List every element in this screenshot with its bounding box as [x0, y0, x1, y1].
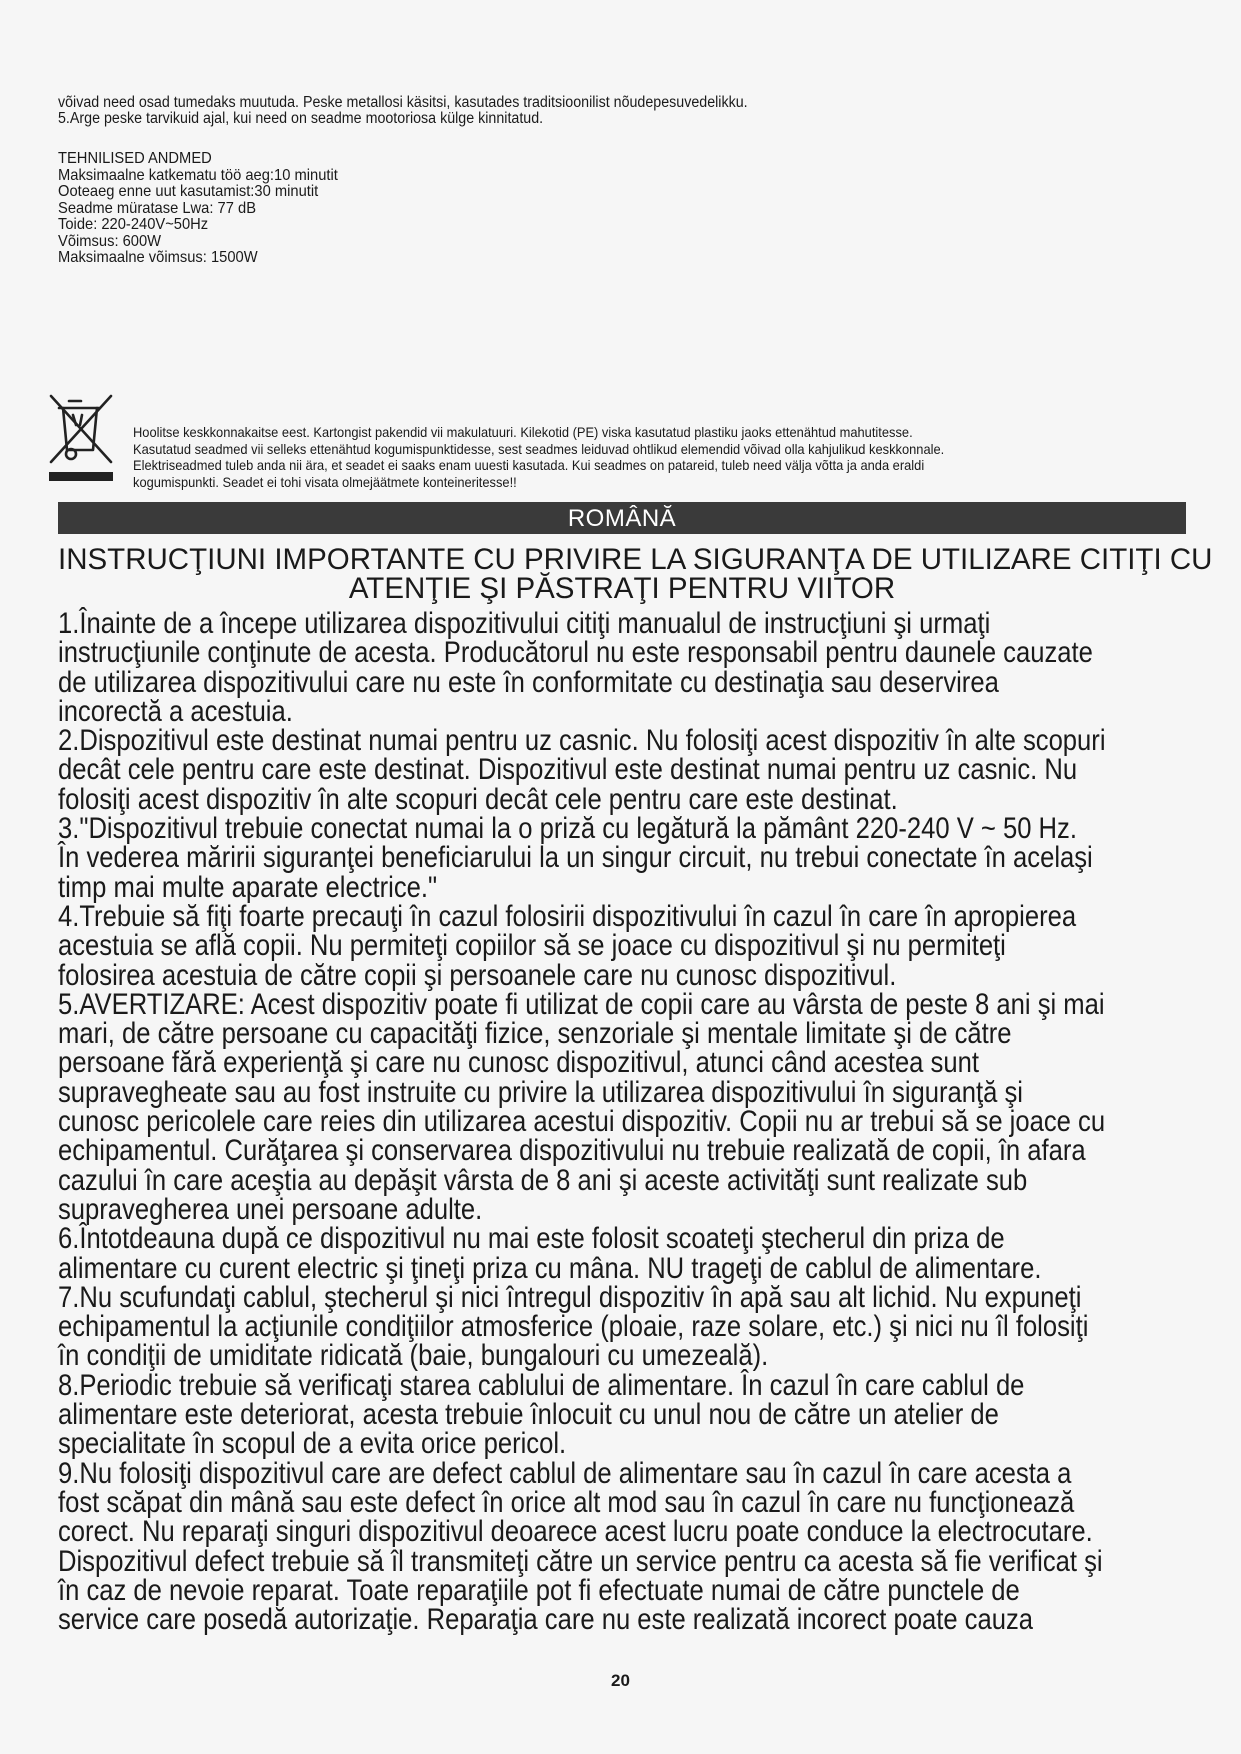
body-text-line: de utilizarea dispozitivului care nu este în conformitate cu destinaţia sau deservirea	[58, 665, 999, 699]
body-text-line: 4.Trebuie să fiţi foarte precauţi în cazul folosirii dispozitivului în cazul în care în apropierea	[58, 899, 1077, 933]
technical-data-title: TEHNILISED ANDMED	[58, 150, 212, 167]
spec-line: Võimsus: 600W	[58, 232, 162, 250]
body-text-line: alimentare cu curent electric şi ţineţi priza cu mâna. NU trageţi de cablul de alimentare.	[58, 1251, 1042, 1285]
spec-line: Seadme müratase Lwa: 77 dB	[58, 199, 257, 217]
environment-notice	[133, 424, 1099, 490]
body-text-line: supravegheate sau au fost instruite cu privire la utilizarea dispozitivului în siguranţă şi	[58, 1075, 1024, 1109]
body-text-line: fost scăpat din mână sau este defect în orice alt mod sau în cazul în care nu funcţionează	[58, 1485, 1075, 1519]
body-text-line: folosirea acestuia de către copii şi persoanele care nu cunosc dispozitivul.	[58, 958, 897, 992]
body-text-line: 5.AVERTIZARE: Acest dispozitiv poate fi utilizat de copii care au vârsta de peste 8 ani şi mai	[58, 987, 1105, 1021]
text-line: Elektriseadmed tuleb anda nii ära, et seadet ei saaks enam uuesti kasutada. Kui seadmes on patareid, tuleb need välja võtta ja anda eraldi	[133, 457, 925, 473]
text-line: Kasutatud seadmed vii selleks ettenähtud kogumispunktidesse, sest seadmes leiduvad ohtlikud elemendid võivad olla kahjulikud keskkonnale.	[133, 440, 945, 457]
body-text-line: acestuia se află copii. Nu permiteţi copiilor să se joace cu dispozitivul şi nu permiteţi	[58, 929, 1006, 963]
body-text-line: timp mai multe aparate electrice."	[58, 870, 438, 904]
body-text-line: 8.Periodic trebuie să verificaţi starea cablului de alimentare. În cazul în care cablul de	[58, 1368, 1025, 1402]
body-text-line: 9.Nu folosiţi dispozitivul care are defect cablul de alimentare sau în cazul în care acesta a	[58, 1456, 1072, 1490]
body-text-line: în condiţii de umiditate ridicată (baie, bungalouri cu umezeală).	[58, 1339, 769, 1373]
body-text-line: persoane fără experienţă şi care nu cunosc dispozitivul, atunci când acestea sunt	[58, 1046, 979, 1080]
technical-data-section	[58, 151, 518, 267]
estonian-intro-text	[58, 95, 1098, 127]
body-text-line: service care posedă autorizaţie. Reparaţia care nu este realizată incorect poate cauza	[58, 1603, 1034, 1637]
body-text-line: echipamentul la acţiunile condiţiilor atmosferice (ploaie, raze solare, etc.) şi nici nu îl folosiţi	[58, 1310, 1089, 1344]
body-text-line: Dispozitivul defect trebuie să îl transmiteţi către un service pentru ca acesta să fie verificat şi	[58, 1544, 1103, 1578]
body-text-line: 2.Dispozitivul este destinat numai pentru uz casnic. Nu folosiţi acest dispozitiv în alte scopuri	[58, 724, 1106, 758]
body-text-line: specialitate în scopul de a evita orice pericol.	[58, 1427, 567, 1461]
page-number: 20	[611, 1671, 630, 1690]
language-section-header: ROMÂNĂ	[58, 502, 1186, 534]
body-text-line: 6.Întotdeauna după ce dispozitivul nu mai este folosit scoateţi ştecherul din priza de	[58, 1222, 1005, 1256]
spec-line: Maksimaalne võimsus: 1500W	[58, 249, 258, 266]
spec-line: Maksimaalne katkematu töö aeg:10 minutit	[58, 166, 338, 184]
body-text-line: incorectă a acestuia.	[58, 694, 293, 728]
body-text-line: echipamentul. Curăţarea şi conservarea dispozitivului nu trebuie realizată de copii, în afara	[58, 1134, 1086, 1168]
body-text-line: 3."Dispozitivul trebuie conectat numai la o priză cu legătură la pământ 220-240 V ~ 50 Hz.	[58, 812, 1077, 846]
heading-line: ATENŢIE ŞI PĂSTRAŢI PENTRU VIITOR	[348, 572, 896, 605]
text-line: 5.Arge peske tarvikuid ajal, kui need on seadme mootoriosa külge kinnitatud.	[58, 110, 544, 127]
body-text-line: cazului în care aceştia au depăşit vârsta de 8 ani şi aceste activităţi sunt realizate sub	[58, 1163, 1028, 1197]
heading-line: INSTRUCŢIUNI IMPORTANTE CU PRIVIRE LA SIGURANŢA DE UTILIZARE CITIŢI CU	[58, 543, 1213, 576]
body-text-line: În vederea măririi siguranţei beneficiarului la un singur circuit, nu trebui conectate în acelaşi	[58, 841, 1093, 875]
body-text-line: 7.Nu scufundaţi cablul, ştecherul şi nici întregul dispozitiv în apă sau alt lichid. Nu expuneţi	[58, 1280, 1082, 1314]
crossed-out-wheelie-bin-icon	[47, 392, 115, 484]
body-text-line: folosiţi acest dispozitiv în alte scopuri decât cele pentru care este destinat.	[58, 782, 898, 816]
spec-line: Toide: 220-240V~50Hz	[58, 216, 209, 233]
text-line: kogumispunkti. Seadet ei tohi visata olmejäätmete konteineritesse!!	[133, 473, 517, 490]
text-line: Hoolitse keskkonnakaitse eest. Kartongist pakendid vii makulatuuri. Kilekotid (PE) viska kasutatud plastiku jaoks ettenähtud mahutitesse.	[133, 424, 913, 440]
body-text-line: cunosc pericolele care reies din utilizarea acestui dispozitiv. Copii nu ar trebui să se joace cu	[58, 1105, 1106, 1139]
safety-instructions-body	[58, 607, 1186, 1637]
body-text-line: alimentare este deteriorat, acesta trebuie înlocuit cu unul nou de către un atelier de	[58, 1398, 999, 1432]
body-text-line: mari, de către persoane cu capacităţi fizice, senzoriale şi mentale limitate şi de către	[58, 1017, 1012, 1051]
body-text-line: supravegherea unei persoane adulte.	[58, 1192, 483, 1226]
body-text-line: decât cele pentru care este destinat. Dispozitivul este destinat numai pentru uz casnic. Nu	[58, 753, 1078, 787]
body-text-line: instrucţiunile conţinute de acesta. Producătorul nu este responsabil pentru daunele cauzate	[58, 636, 1093, 670]
spec-line: Ooteaeg enne uut kasutamist:30 minutit	[58, 183, 319, 200]
safety-instructions-heading	[58, 543, 1213, 605]
body-text-line: corect. Nu reparaţi singuri dispozitivul deoarece acest lucru poate conduce la electrocutare.	[58, 1515, 1093, 1549]
text-line: võivad need osad tumedaks muutuda. Peske metallosi käsitsi, kasutades traditsioonilist nõudepesuvedelikku.	[58, 94, 748, 111]
body-text-line: în caz de nevoie reparat. Toate reparaţiile pot fi efectuate numai de către punctele de	[58, 1573, 1020, 1607]
body-text-line: 1.Înainte de a începe utilizarea dispozitivului citiţi manualul de instrucţiuni şi urmaţi	[58, 607, 991, 640]
